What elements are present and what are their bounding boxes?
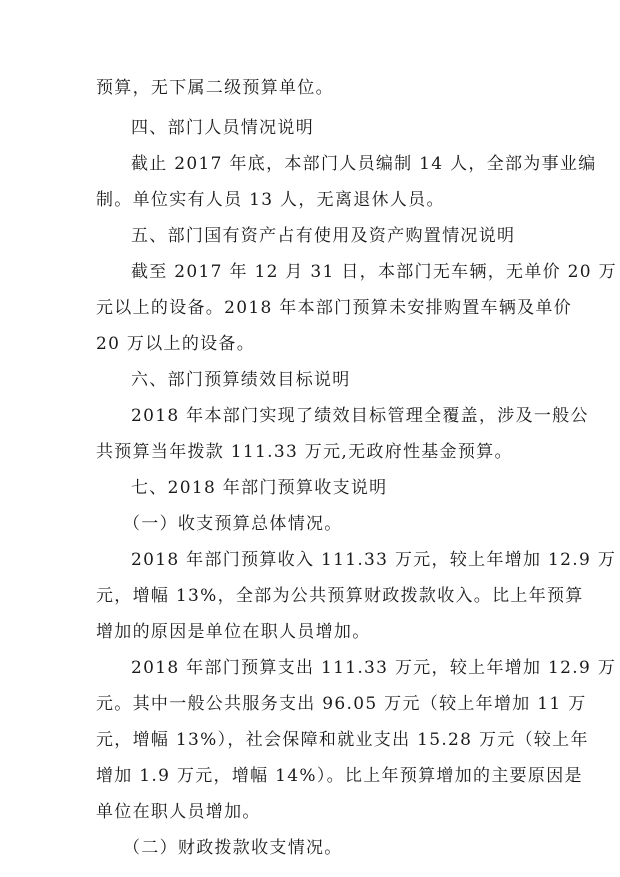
text-line: 2018 年部门预算收入 111.33 万元，较上年增加 12.9 万	[131, 550, 617, 570]
text-line: 单位在职人员增加。	[96, 802, 261, 822]
text-line: 增加 1.9 万元，增幅 14%）。比上年预算增加的主要原因是	[96, 766, 583, 786]
text-line: 截至 2017 年 12 月 31 日，本部门无车辆，无单价 20 万	[131, 262, 617, 282]
text-line: 制。单位实有人员 13 人，无离退休人员。	[96, 190, 445, 210]
text-line: 截止 2017 年底，本部门人员编制 14 人，全部为事业编	[131, 154, 597, 174]
text-line: 2018 年本部门实现了绩效目标管理全覆盖，涉及一般公	[131, 406, 589, 426]
text-line: 20 万以上的设备。	[96, 334, 256, 354]
subsection-heading: （一）收支预算总体情况。	[123, 514, 343, 534]
text-line: 2018 年部门预算支出 111.33 万元，较上年增加 12.9 万	[131, 658, 617, 678]
section-heading: 七、2018 年部门预算收支说明	[131, 478, 388, 498]
text-line: 元。其中一般公共服务支出 96.05 万元（较上年增加 11 万	[96, 694, 587, 714]
text-line: 元，增幅 13%），社会保障和就业支出 15.28 万元（较上年	[96, 730, 589, 750]
subsection-heading: （二）财政拨款收支情况。	[123, 838, 343, 858]
text-line: 共预算当年拨款 111.33 万元,无政府性基金预算。	[96, 442, 513, 462]
text-line: 元，增幅 13%，全部为公共预算财政拨款收入。比上年预算	[96, 586, 584, 606]
text-line: 增加的原因是单位在职人员增加。	[96, 622, 371, 642]
section-heading: 四、部门人员情况说明	[131, 118, 314, 138]
section-heading: 五、部门国有资产占有使用及资产购置情况说明	[131, 226, 516, 246]
section-heading: 六、部门预算绩效目标说明	[131, 370, 351, 390]
text-line: 元以上的设备。2018 年本部门预算未安排购置车辆及单价	[96, 298, 573, 318]
text-line: 预算，无下属二级预算单位。	[96, 78, 334, 98]
